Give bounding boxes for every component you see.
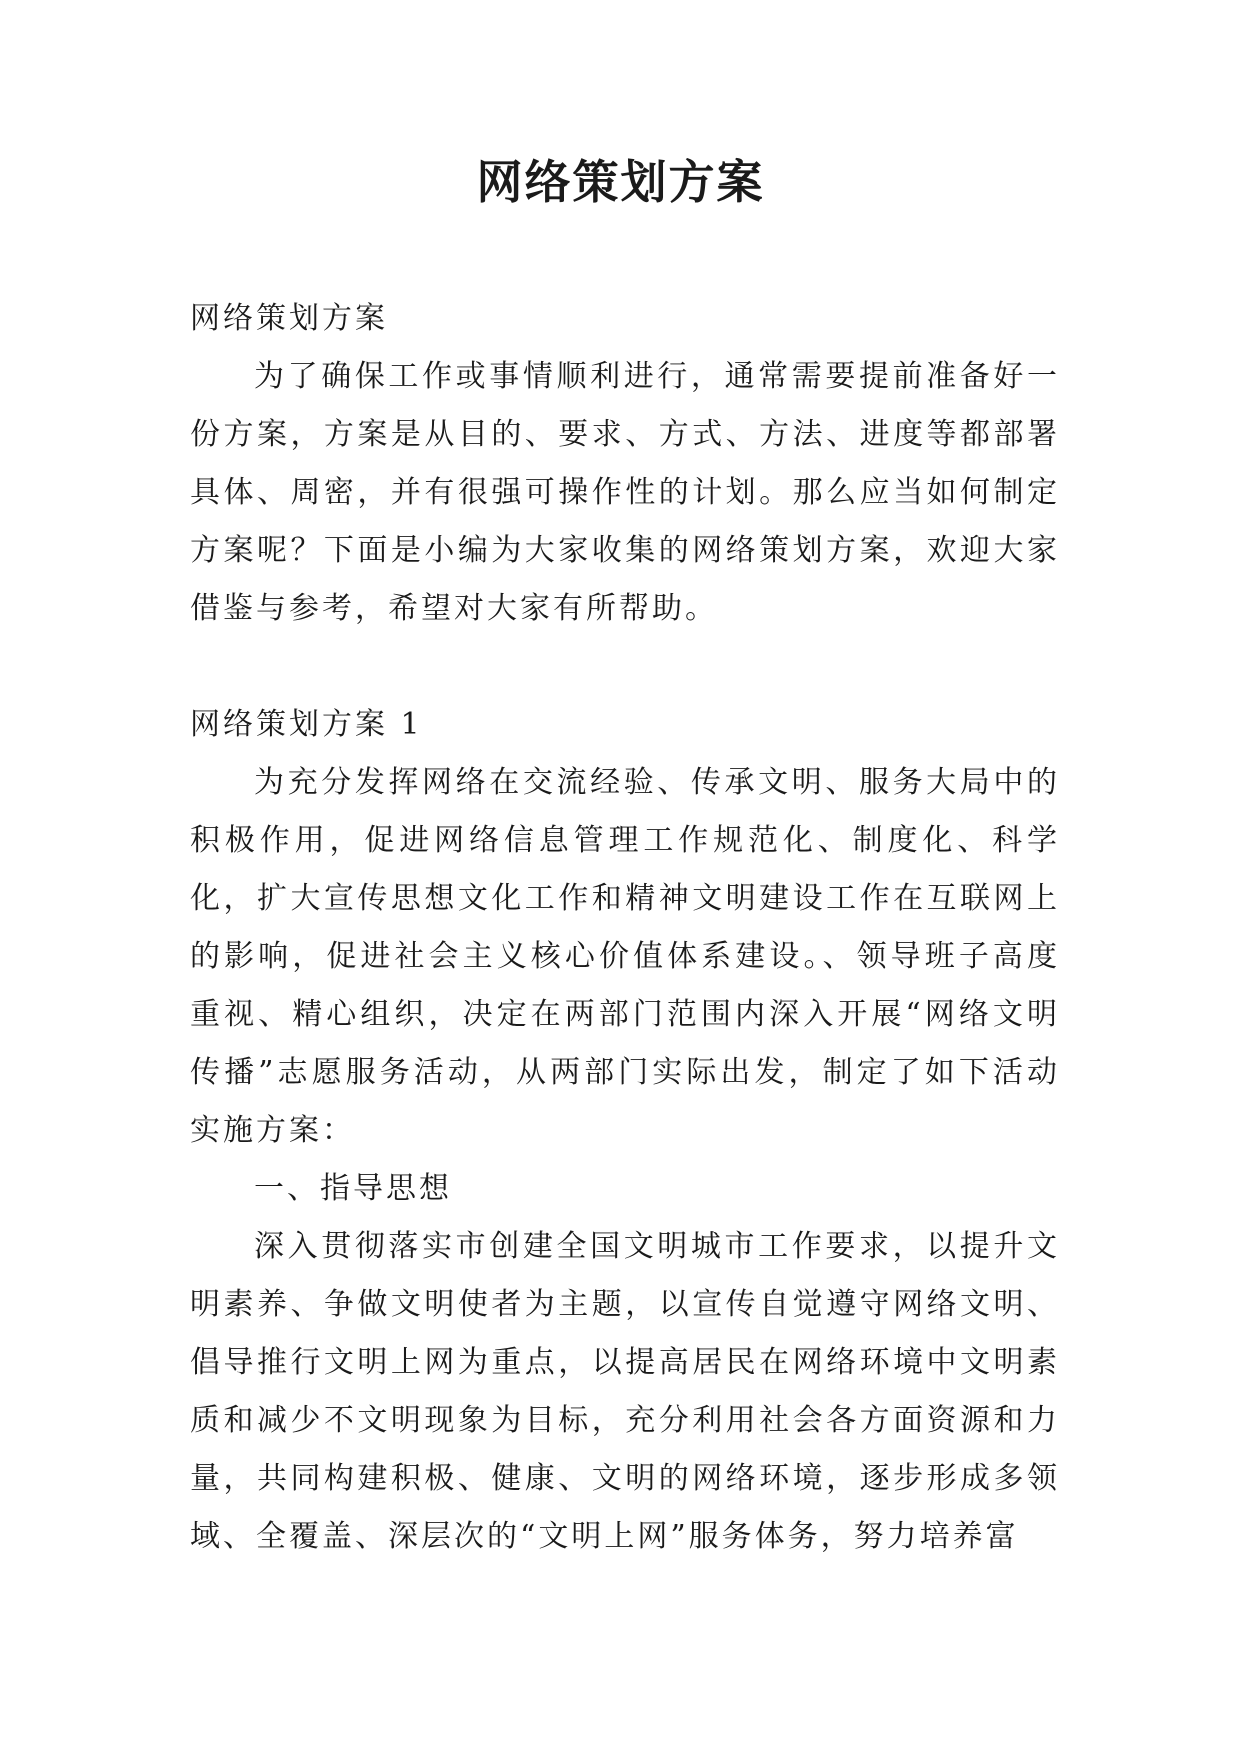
section1-heading: 网络策划方案 1	[190, 707, 423, 742]
guiding-thought-paragraph: 深入贯彻落实市创建全国文明城市工作要求，以提升文明素养、争做文明使者为主题，以宣传自觉遵守网络文明、倡导推行文明上网为重点，以提高居民在网络环境中文明素质和减少不文明现象为目标，充分利用社会各方面资源和力量，共同构建积极、健康、文明的网络环境，逐步形成多领域、全覆盖、深层次的“文明上网”服务体务，努力培养富	[190, 1229, 1060, 1554]
paragraph-spacer	[190, 638, 1060, 696]
guiding-thought-heading: 一、指导思想	[254, 1171, 452, 1206]
intro-heading: 网络策划方案	[190, 301, 388, 336]
document-title: 网络策划方案	[476, 155, 765, 209]
section1-paragraph: 为充分发挥网络在交流经验、传承文明、服务大局中的积极作用，促进网络信息管理工作规范化、制度化、科学化，扩大宣传思想文化工作和精神文明建设工作在互联网上的影响，促进社会主义核心价值体系建设。、领导班子高度重视、精心组织，决定在两部门范围内深入开展“网络文明传播”志愿服务活动，从两部门实际出发，制定了如下活动实施方案：	[190, 765, 1060, 1148]
document-body	[190, 290, 1060, 1566]
intro-paragraph: 为了确保工作或事情顺利进行，通常需要提前准备好一份方案，方案是从目的、要求、方式、方法、进度等都部署具体、周密，并有很强可操作性的计划。那么应当如何制定方案呢？下面是小编为大家收集的网络策划方案，欢迎大家借鉴与参考，希望对大家有所帮助。	[190, 359, 1060, 626]
